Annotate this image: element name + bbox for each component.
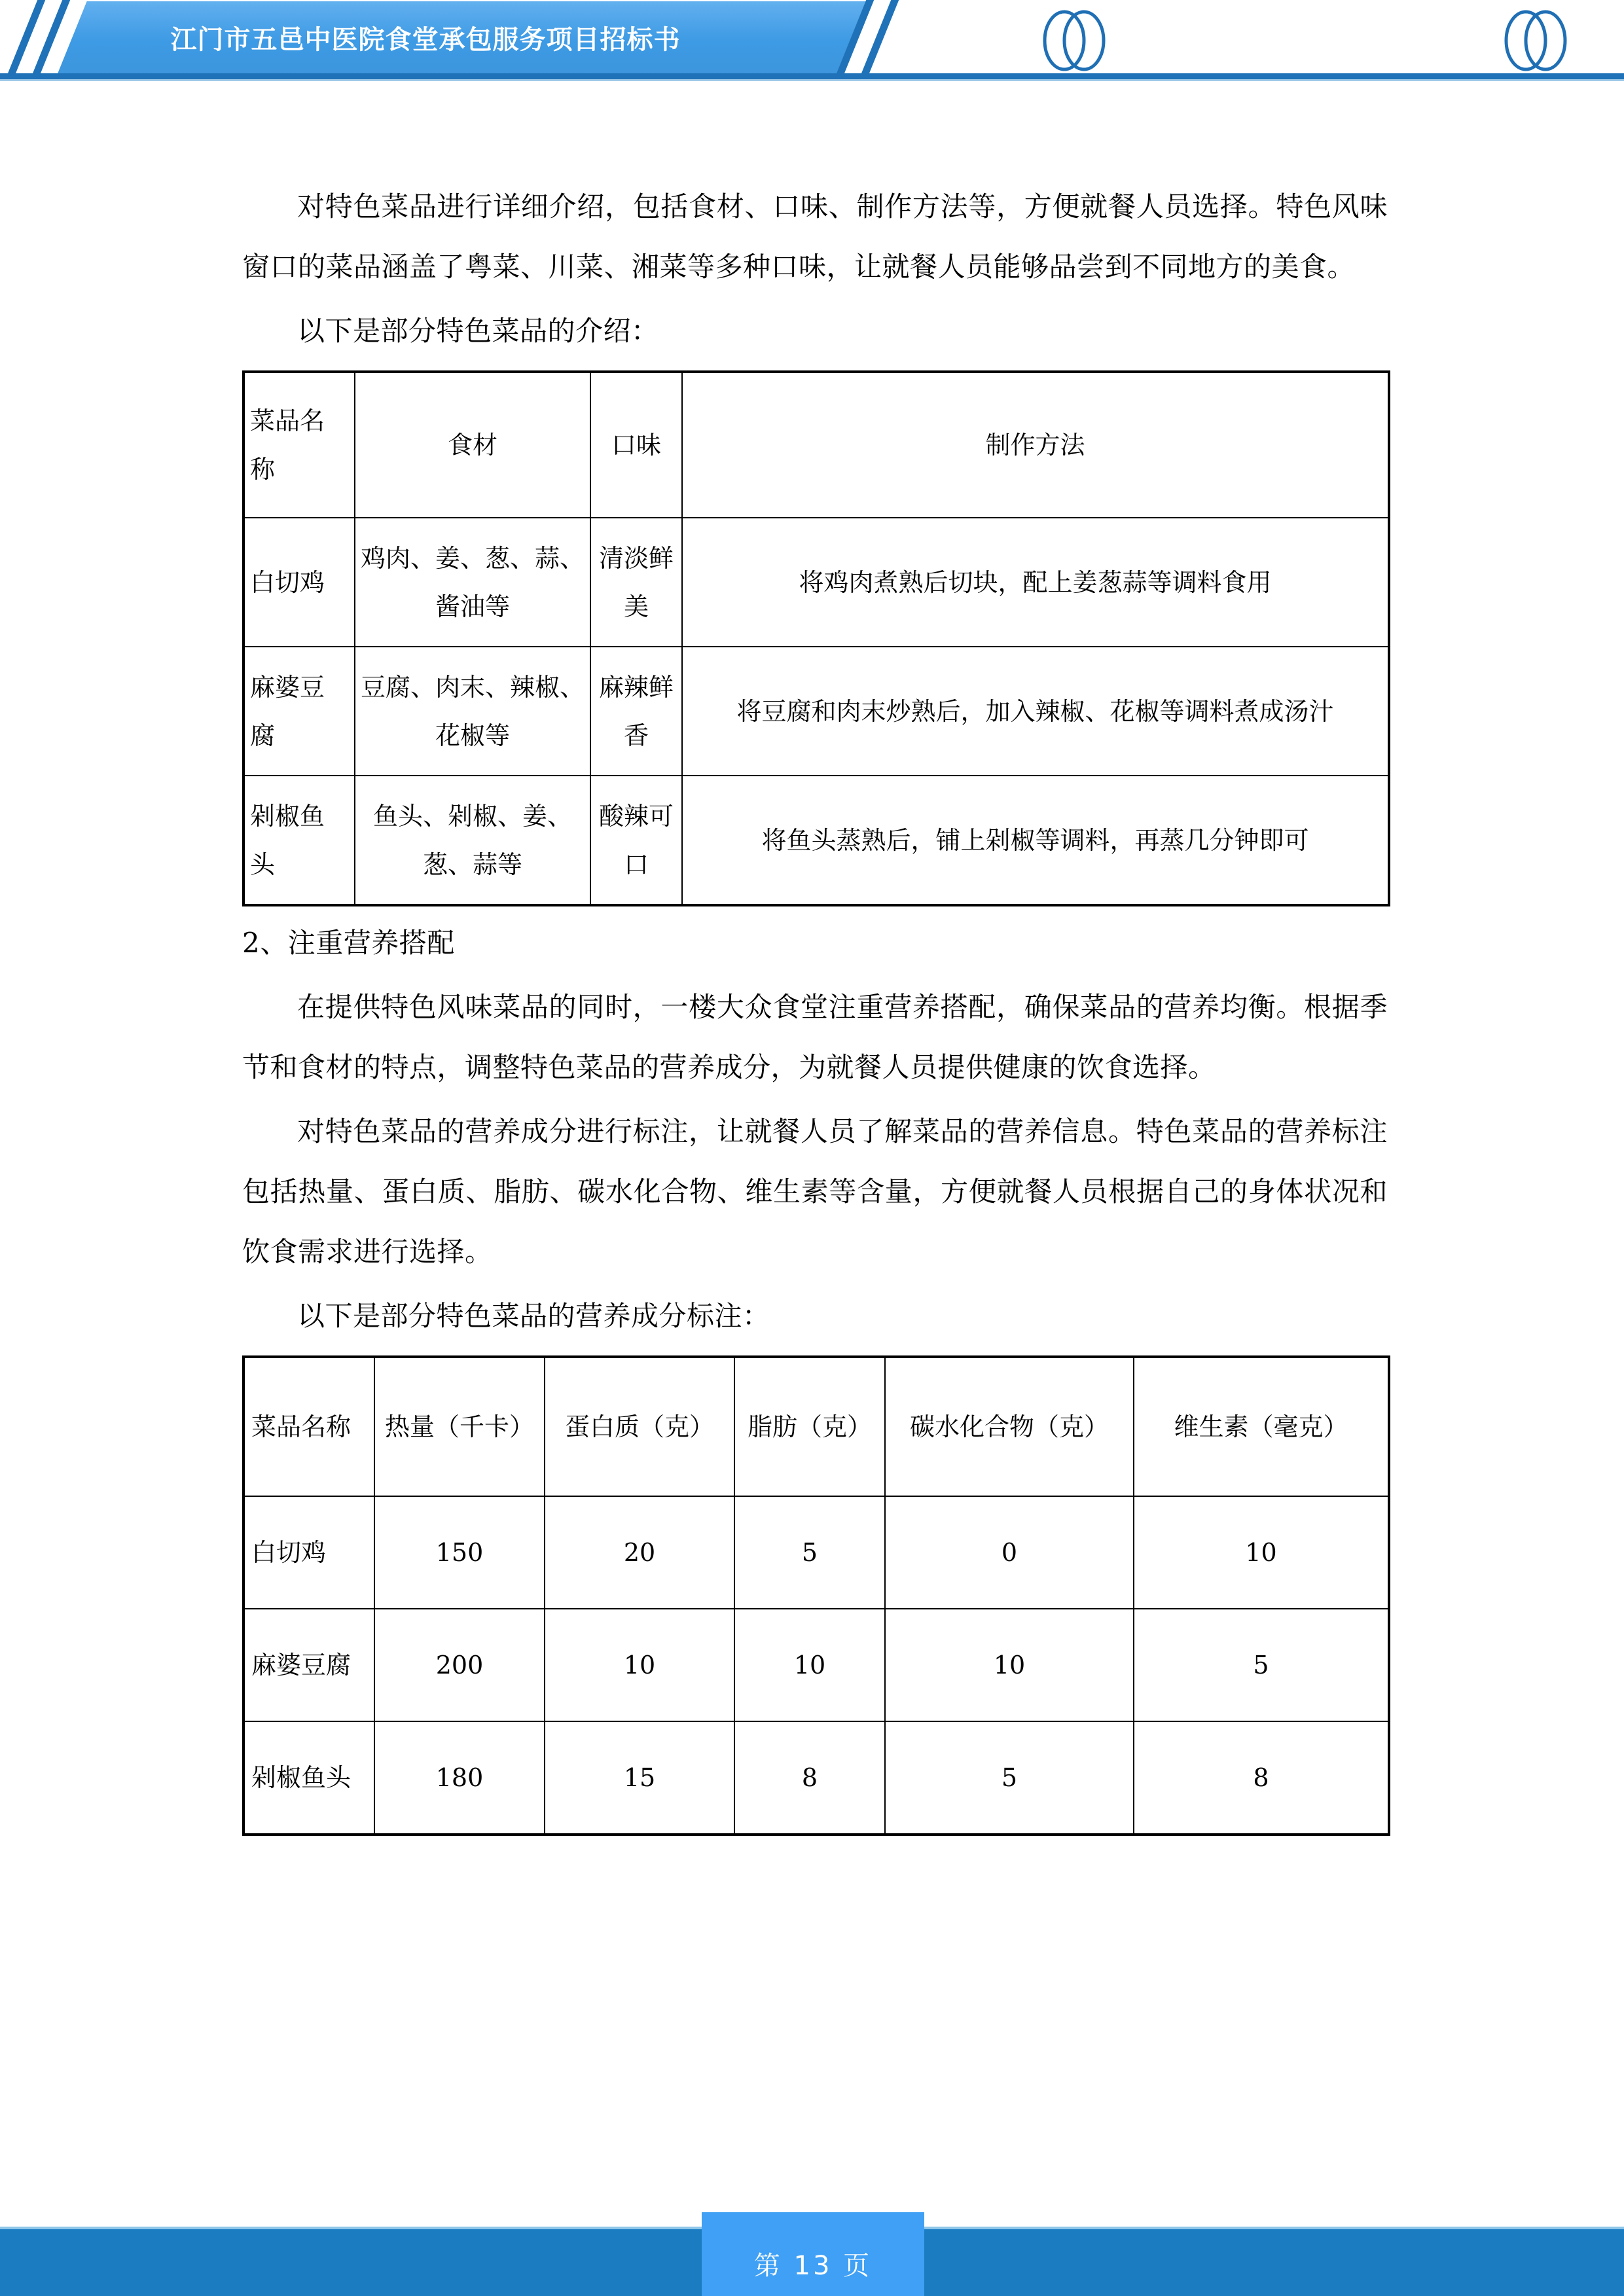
cell-protein: 15 bbox=[545, 1721, 734, 1835]
table-row bbox=[244, 1609, 1389, 1721]
column-header-dish-name: 菜品名称 bbox=[244, 1357, 374, 1496]
overlapping-ellipses-logo-icon bbox=[1028, 9, 1119, 72]
document-content bbox=[242, 177, 1388, 1842]
table-row bbox=[244, 1496, 1389, 1609]
cell-carbs: 10 bbox=[885, 1609, 1134, 1721]
cell-flavor: 清淡鲜美 bbox=[590, 518, 682, 647]
cell-calories: 150 bbox=[374, 1496, 545, 1609]
page-footer bbox=[0, 2212, 1624, 2296]
column-header-ingredients: 食材 bbox=[355, 372, 590, 518]
cell-calories: 200 bbox=[374, 1609, 545, 1721]
cell-dish-name: 麻婆豆腐 bbox=[244, 647, 355, 776]
cell-carbs: 5 bbox=[885, 1721, 1134, 1835]
cell-vitamin: 5 bbox=[1134, 1609, 1389, 1721]
column-header-method: 制作方法 bbox=[682, 372, 1389, 518]
cell-dish-name: 剁椒鱼头 bbox=[244, 1721, 374, 1835]
column-header-calories: 热量（千卡） bbox=[374, 1357, 545, 1496]
cell-fat: 8 bbox=[734, 1721, 885, 1835]
table-row bbox=[244, 647, 1389, 776]
nutrition-table bbox=[242, 1355, 1390, 1836]
cell-dish-name: 白切鸡 bbox=[244, 518, 355, 647]
table-header-row bbox=[244, 372, 1389, 518]
paragraph-nutrition-list-lead: 以下是部分特色菜品的营养成分标注： bbox=[297, 1300, 770, 1332]
heading-nutrition-pairing: 2、注重营养搭配 bbox=[242, 927, 455, 959]
table-header-row bbox=[244, 1357, 1389, 1496]
cell-ingredients: 豆腐、肉末、辣椒、花椒等 bbox=[355, 647, 590, 776]
table-row bbox=[244, 518, 1389, 647]
cell-flavor: 酸辣可口 bbox=[590, 776, 682, 905]
cell-vitamin: 8 bbox=[1134, 1721, 1389, 1835]
page-number-label: 第 13 页 bbox=[753, 2250, 873, 2281]
paragraph-dish-intro: 对特色菜品进行详细介绍，包括食材、口味、制作方法等，方便就餐人员选择。特色风味窗口的菜品涵盖了粤菜、川菜、湘菜等多种口味，让就餐人员能够品尝到不同地方的美食。 bbox=[242, 190, 1388, 283]
page-header bbox=[0, 0, 1624, 85]
header-rule-accent bbox=[0, 79, 1624, 81]
column-header-protein: 蛋白质（克） bbox=[545, 1357, 734, 1496]
cell-dish-name: 白切鸡 bbox=[244, 1496, 374, 1609]
cell-calories: 180 bbox=[374, 1721, 545, 1835]
cell-dish-name: 麻婆豆腐 bbox=[244, 1609, 374, 1721]
cell-protein: 10 bbox=[545, 1609, 734, 1721]
cell-carbs: 0 bbox=[885, 1496, 1134, 1609]
cell-ingredients: 鱼头、剁椒、姜、葱、蒜等 bbox=[355, 776, 590, 905]
column-header-carbs: 碳水化合物（克） bbox=[885, 1357, 1134, 1496]
table-row bbox=[244, 1721, 1389, 1835]
header-title: 江门市五邑中医院食堂承包服务项目招标书 bbox=[170, 25, 681, 55]
cell-method: 将鸡肉煮熟后切块，配上姜葱蒜等调料食用 bbox=[682, 518, 1389, 647]
cell-protein: 20 bbox=[545, 1496, 734, 1609]
column-header-flavor: 口味 bbox=[590, 372, 682, 518]
cell-ingredients: 鸡肉、姜、葱、蒜、酱油等 bbox=[355, 518, 590, 647]
cell-dish-name: 剁椒鱼头 bbox=[244, 776, 355, 905]
column-header-dish-name: 菜品名称 bbox=[244, 372, 355, 518]
table-row bbox=[244, 776, 1389, 905]
paragraph-nutrition-balance: 在提供特色风味菜品的同时，一楼大众食堂注重营养搭配，确保菜品的营养均衡。根据季节和食材的特点，调整特色菜品的营养成分，为就餐人员提供健康的饮食选择。 bbox=[242, 991, 1388, 1083]
cell-fat: 10 bbox=[734, 1609, 885, 1721]
cell-fat: 5 bbox=[734, 1496, 885, 1609]
column-header-fat: 脂肪（克） bbox=[734, 1357, 885, 1496]
page-number-box bbox=[702, 2212, 924, 2296]
cell-method: 将鱼头蒸熟后，铺上剁椒等调料，再蒸几分钟即可 bbox=[682, 776, 1389, 905]
overlapping-ellipses-logo-icon bbox=[1489, 9, 1581, 72]
dishes-table bbox=[242, 370, 1390, 906]
cell-method: 将豆腐和肉末炒熟后，加入辣椒、花椒等调料煮成汤汁 bbox=[682, 647, 1389, 776]
cell-vitamin: 10 bbox=[1134, 1496, 1389, 1609]
column-header-vitamin: 维生素（毫克） bbox=[1134, 1357, 1389, 1496]
paragraph-nutrition-label: 对特色菜品的营养成分进行标注，让就餐人员了解菜品的营养信息。特色菜品的营养标注包括热量、蛋白质、脂肪、碳水化合物、维生素等含量，方便就餐人员根据自己的身体状况和饮食需求进行选择。 bbox=[242, 1115, 1388, 1268]
paragraph-dish-list-lead: 以下是部分特色菜品的介绍： bbox=[297, 315, 659, 347]
cell-flavor: 麻辣鲜香 bbox=[590, 647, 682, 776]
header-rule bbox=[0, 73, 1624, 79]
